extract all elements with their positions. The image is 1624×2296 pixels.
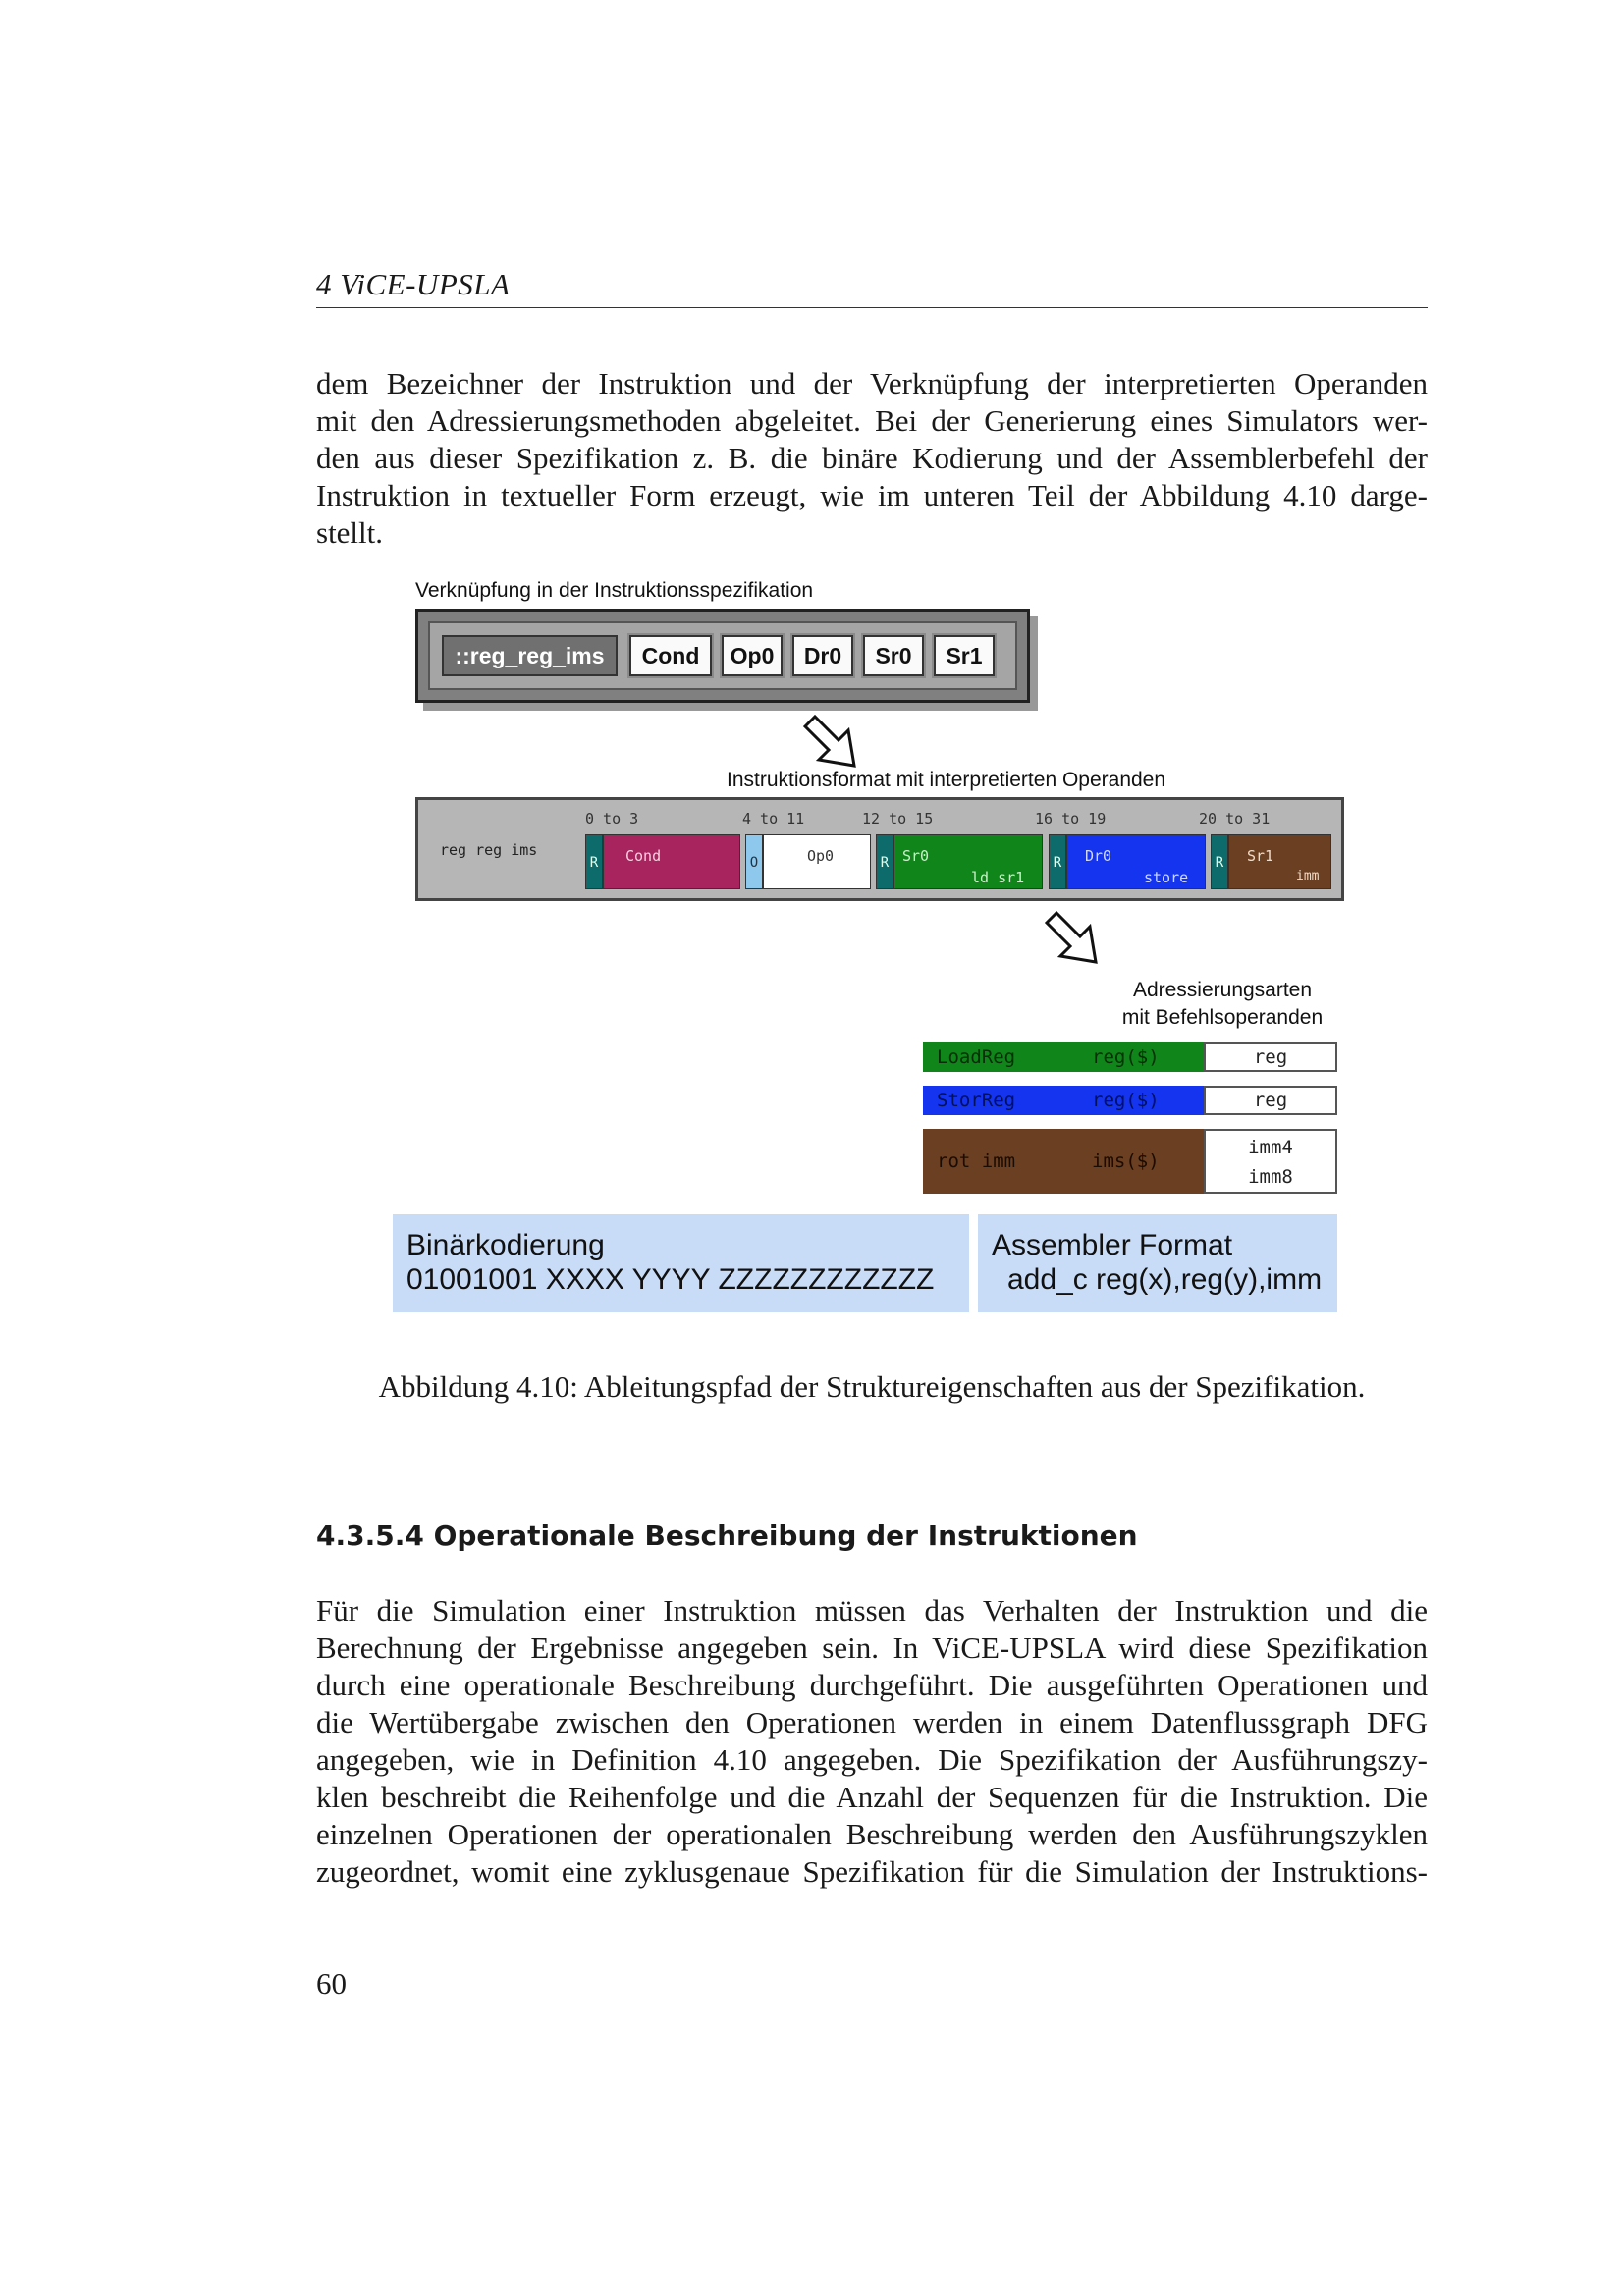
addressing-mode-value: reg($) xyxy=(1092,1090,1160,1111)
text-line: Berechnung der Ergebnisse angegeben sein. In ViCE-UPSLA wird diese Spezifikation xyxy=(316,1630,1428,1665)
segment-prefix: R xyxy=(1211,834,1228,889)
segment-op0 xyxy=(763,834,871,889)
bit-range-label: 12 to 15 xyxy=(862,810,934,828)
segment-name: Op0 xyxy=(807,847,835,865)
binary-encoding-title: Binärkodierung xyxy=(406,1229,605,1261)
addressing-option: imm4 xyxy=(1248,1137,1293,1158)
segment-sub: ld sr1 xyxy=(971,869,1025,886)
spec-caption: Verknüpfung in der Instruktionsspezifikation xyxy=(415,579,814,602)
addressing-caption-line: mit Befehlsoperanden xyxy=(1121,1006,1324,1029)
text-line: Instruktion in textueller Form erzeugt, wie im unteren Teil der Abbildung 4.10 darge- xyxy=(316,478,1428,512)
bit-range-label: 4 to 11 xyxy=(742,810,805,828)
text-line: zugeordnet, womit eine zyklusgenaue Spezifikation für die Simulation der Instruktions- xyxy=(316,1854,1428,1889)
bit-range-label: 16 to 19 xyxy=(1035,810,1107,828)
spec-inner-frame xyxy=(428,621,1017,690)
addressing-caption-line: Adressierungsarten xyxy=(1132,979,1313,1001)
text-line: angegeben, wie in Definition 4.10 angegeben. Die Spezifikation der Ausführungszy- xyxy=(316,1742,1428,1777)
addressing-caption xyxy=(1100,977,1345,1032)
addressing-mode-name: StorReg xyxy=(937,1090,1016,1111)
spec-cell-sr1: Sr1 xyxy=(934,635,995,676)
text-line: durch eine operationale Beschreibung durchgeführt. Die ausgeführten Operationen und xyxy=(316,1668,1428,1702)
text-line: Für die Simulation einer Instruktion müssen das Verhalten der Instruktion und die xyxy=(316,1593,1428,1628)
segment-name: Cond xyxy=(625,847,662,865)
spec-cell-dr0: Dr0 xyxy=(792,635,853,676)
segment-prefix: O xyxy=(745,834,763,889)
running-header: 4 ViCE-UPSLA xyxy=(316,267,511,301)
text-line: dem Bezeichner der Instruktion und der Verknüpfung der interpretierten Operanden xyxy=(316,366,1428,400)
segment-dr0 xyxy=(1066,834,1206,889)
addressing-option-box xyxy=(1204,1129,1337,1194)
segment-prefix: R xyxy=(876,834,893,889)
addressing-mode-row xyxy=(923,1086,1204,1115)
section-heading: 4.3.5.4 Operationale Beschreibung der Instruktionen xyxy=(316,1520,1138,1552)
assembler-format-value: add_c reg(x),reg(y),imm xyxy=(1007,1263,1323,1296)
segment-sr1 xyxy=(1228,834,1331,889)
text-line: einzelnen Operationen der operationalen Beschreibung werden den Ausführungszyklen xyxy=(316,1817,1428,1851)
addressing-mode-name: rot imm xyxy=(937,1150,1016,1172)
page-number: 60 xyxy=(316,1966,347,2001)
spec-cell-cond: Cond xyxy=(629,635,712,676)
format-label: reg reg ims xyxy=(440,841,538,859)
addressing-option: reg xyxy=(1253,1046,1288,1068)
text-line: den aus dieser Spezifikation z. B. die binäre Kodierung und der Assemblerbefehl der xyxy=(316,441,1428,475)
arrow-down-right-icon xyxy=(1039,905,1108,974)
figure-caption: Abbildung 4.10: Ableitungspfad der Struktureigenschaften aus der Spezifikation. xyxy=(378,1369,1366,1404)
addressing-option-box xyxy=(1204,1086,1337,1115)
text-line: stellt. xyxy=(316,515,384,550)
section-paragraph xyxy=(316,1592,1428,1891)
segment-prefix: R xyxy=(1049,834,1066,889)
segment-sr0 xyxy=(893,834,1043,889)
addressing-option: imm8 xyxy=(1248,1166,1293,1188)
binary-encoding-box xyxy=(393,1214,969,1312)
addressing-mode-value: reg($) xyxy=(1092,1046,1160,1068)
addressing-mode-row xyxy=(923,1042,1204,1072)
bit-range-label: 20 to 31 xyxy=(1199,810,1271,828)
spec-panel xyxy=(415,609,1030,703)
spec-cell-op0: Op0 xyxy=(722,635,783,676)
instruction-format-panel xyxy=(415,797,1344,901)
addressing-mode-value: ims($) xyxy=(1092,1150,1160,1172)
addressing-mode-name: LoadReg xyxy=(937,1046,1016,1068)
addressing-option-box xyxy=(1204,1042,1337,1072)
segment-name: Sr1 xyxy=(1247,847,1274,865)
segment-prefix: R xyxy=(585,834,603,889)
assembler-format-box xyxy=(978,1214,1337,1312)
assembler-format-title: Assembler Format xyxy=(992,1229,1233,1261)
text-line: klen beschreibt die Reihenfolge und die Anzahl der Sequenzen für die Instruktion. Die xyxy=(316,1780,1428,1814)
segment-sub: store xyxy=(1144,869,1189,886)
format-caption: Instruktionsformat mit interpretierten Operanden xyxy=(727,769,1166,791)
bit-range-label: 0 to 3 xyxy=(585,810,639,828)
spec-cell-sr0: Sr0 xyxy=(863,635,924,676)
addressing-option: reg xyxy=(1253,1090,1288,1111)
segment-name: Sr0 xyxy=(902,847,930,865)
text-line: mit den Adressierungsmethoden abgeleitet. Bei der Generierung eines Simulators wer- xyxy=(316,403,1428,438)
spec-main-label: ::reg_reg_ims xyxy=(442,635,618,676)
addressing-mode-row xyxy=(923,1129,1204,1194)
binary-encoding-value: 01001001 XXXX YYYY ZZZZZZZZZZZZ xyxy=(406,1263,935,1296)
text-line: die Wertübergabe zwischen den Operationen werden in einem Datenflussgraph DFG xyxy=(316,1705,1428,1739)
segment-sub: imm xyxy=(1296,869,1320,883)
arrow-down-right-icon xyxy=(797,709,866,777)
segment-name: Dr0 xyxy=(1085,847,1112,865)
segment-cond xyxy=(603,834,740,889)
